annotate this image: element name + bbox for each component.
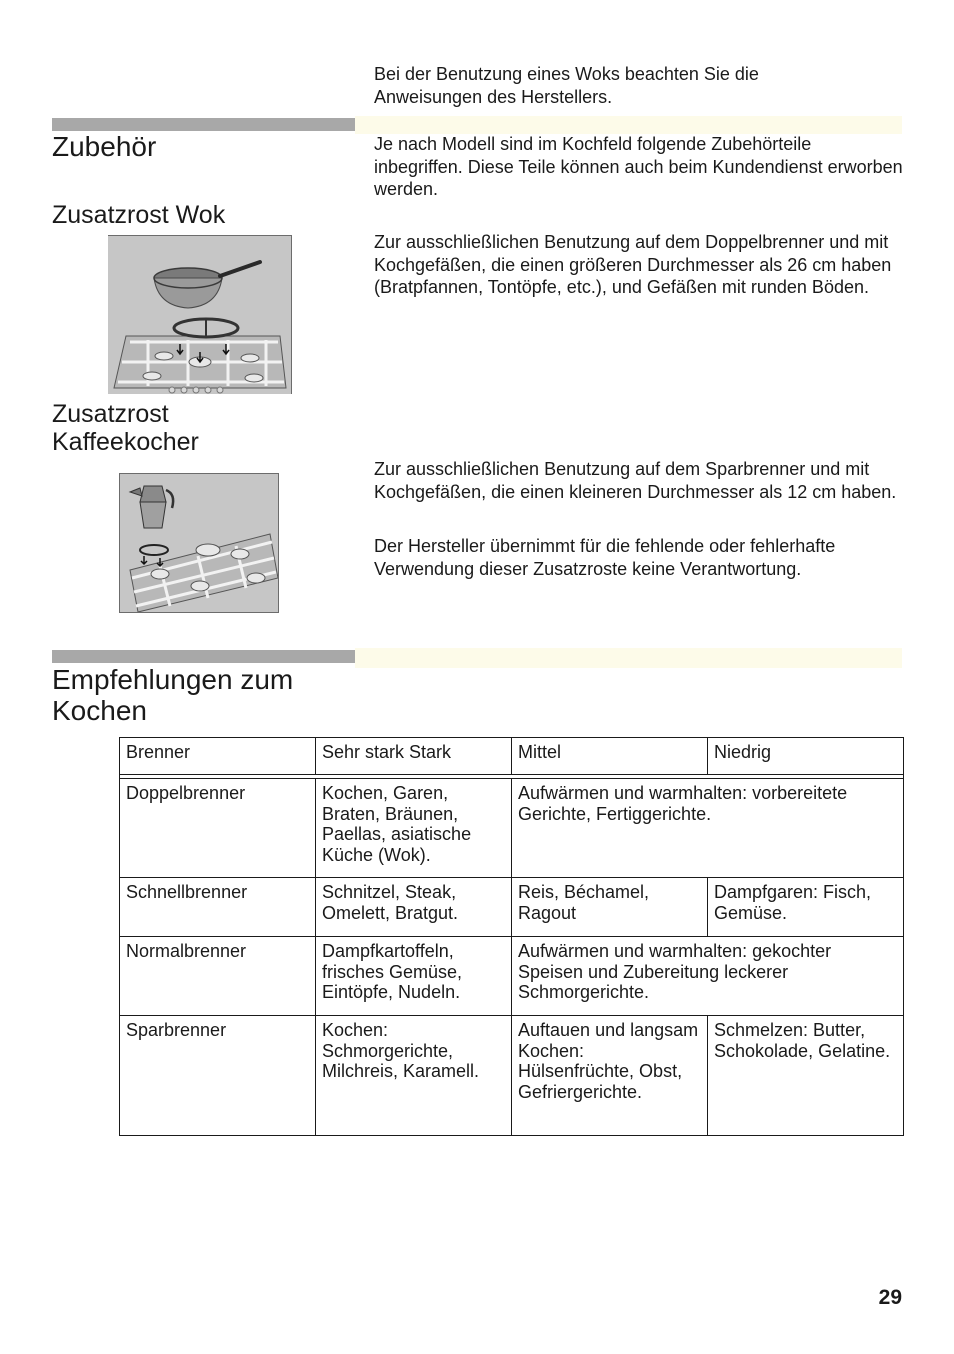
table-cell: Kochen: Schmorgerichte, Milchreis, Karamell.	[316, 1016, 512, 1136]
wok-rack-illustration	[108, 235, 292, 394]
section-title-accessories: Zubehör	[52, 131, 157, 162]
section-title-recommendations: Empfehlungen zum Kochen	[52, 664, 294, 726]
table-cell: Doppelbrenner	[120, 779, 316, 878]
table-cell: Sparbrenner	[120, 1016, 316, 1136]
wok-rack-description: Zur ausschließlichen Benutzung auf dem Doppelbrenner und mit Kochgefäßen, die einen größeren Durchmesser als 26 cm haben (Bratpfannen, Tontöpfe, etc.), und Gefäßen mit runden Böden.	[374, 232, 892, 297]
column-header: Niedrig	[708, 738, 904, 775]
coffee-rack-illustration	[119, 473, 279, 613]
table-cell: Reis, Béchamel, Ragout	[512, 878, 708, 937]
table-cell: Kochen, Garen, Braten, Bräunen, Paellas, asiatische Küche (Wok).	[316, 779, 512, 878]
page-number: 29	[878, 1286, 902, 1309]
table-cell: Dampfgaren: Fisch, Gemüse.	[708, 878, 904, 937]
manufacturer-disclaimer: Der Hersteller übernimmt für die fehlende oder fehlerhafte Verwendung dieser Zusatzroste keine Verantwortung.	[374, 536, 836, 579]
accessories-intro: Je nach Modell sind im Kochfeld folgende Zubehörteile inbegriffen. Diese Teile können auch beim Kundendienst erworben werden.	[374, 134, 903, 199]
wok-rack-drawing	[108, 236, 291, 394]
table-cell: Aufwärmen und warmhalten: vorbereitete Gerichte, Fertiggerichte.	[512, 779, 904, 878]
section-band	[355, 648, 902, 668]
wok-instructions-note: Bei der Benutzung eines Woks beachten Sie die Anweisungen des Herstellers.	[374, 64, 759, 107]
table-cell: Dampfkartoffeln, frisches Gemüse, Eintöpfe, Nudeln.	[316, 937, 512, 1016]
column-header: Brenner	[120, 738, 316, 775]
table-header-row	[120, 738, 904, 775]
section-bar	[52, 650, 355, 663]
column-header: Sehr stark Stark	[316, 738, 512, 775]
table-cell: Schmelzen: Butter, Schokolade, Gelatine.	[708, 1016, 904, 1136]
section-bar	[52, 118, 355, 131]
table-cell: Schnellbrenner	[120, 878, 316, 937]
coffee-rack-drawing	[120, 474, 278, 612]
wok-rack-title: Zusatzrost Wok	[52, 201, 226, 229]
table-cell: Schnitzel, Steak, Omelett, Bratgut.	[316, 878, 512, 937]
coffee-rack-title: Zusatzrost Kaffeekocher	[52, 400, 199, 456]
column-header: Mittel	[512, 738, 708, 775]
table-row	[120, 779, 904, 878]
table-row	[120, 937, 904, 1016]
coffee-rack-description: Zur ausschließlichen Benutzung auf dem Sparbrenner und mit Kochgefäßen, die einen kleineren Durchmesser als 12 cm haben.	[374, 459, 897, 502]
section-band	[355, 116, 902, 134]
table-cell: Aufwärmen und warmhalten: gekochter Speisen und Zubereitung leckerer Schmorgerichte.	[512, 937, 904, 1016]
table-row	[120, 878, 904, 937]
table-cell: Auftauen und langsam Kochen: Hülsenfrüchte, Obst, Gefriergerichte.	[512, 1016, 708, 1136]
cooking-recommendations-table	[119, 737, 904, 1136]
table-cell: Normalbrenner	[120, 937, 316, 1016]
table-row	[120, 1016, 904, 1136]
